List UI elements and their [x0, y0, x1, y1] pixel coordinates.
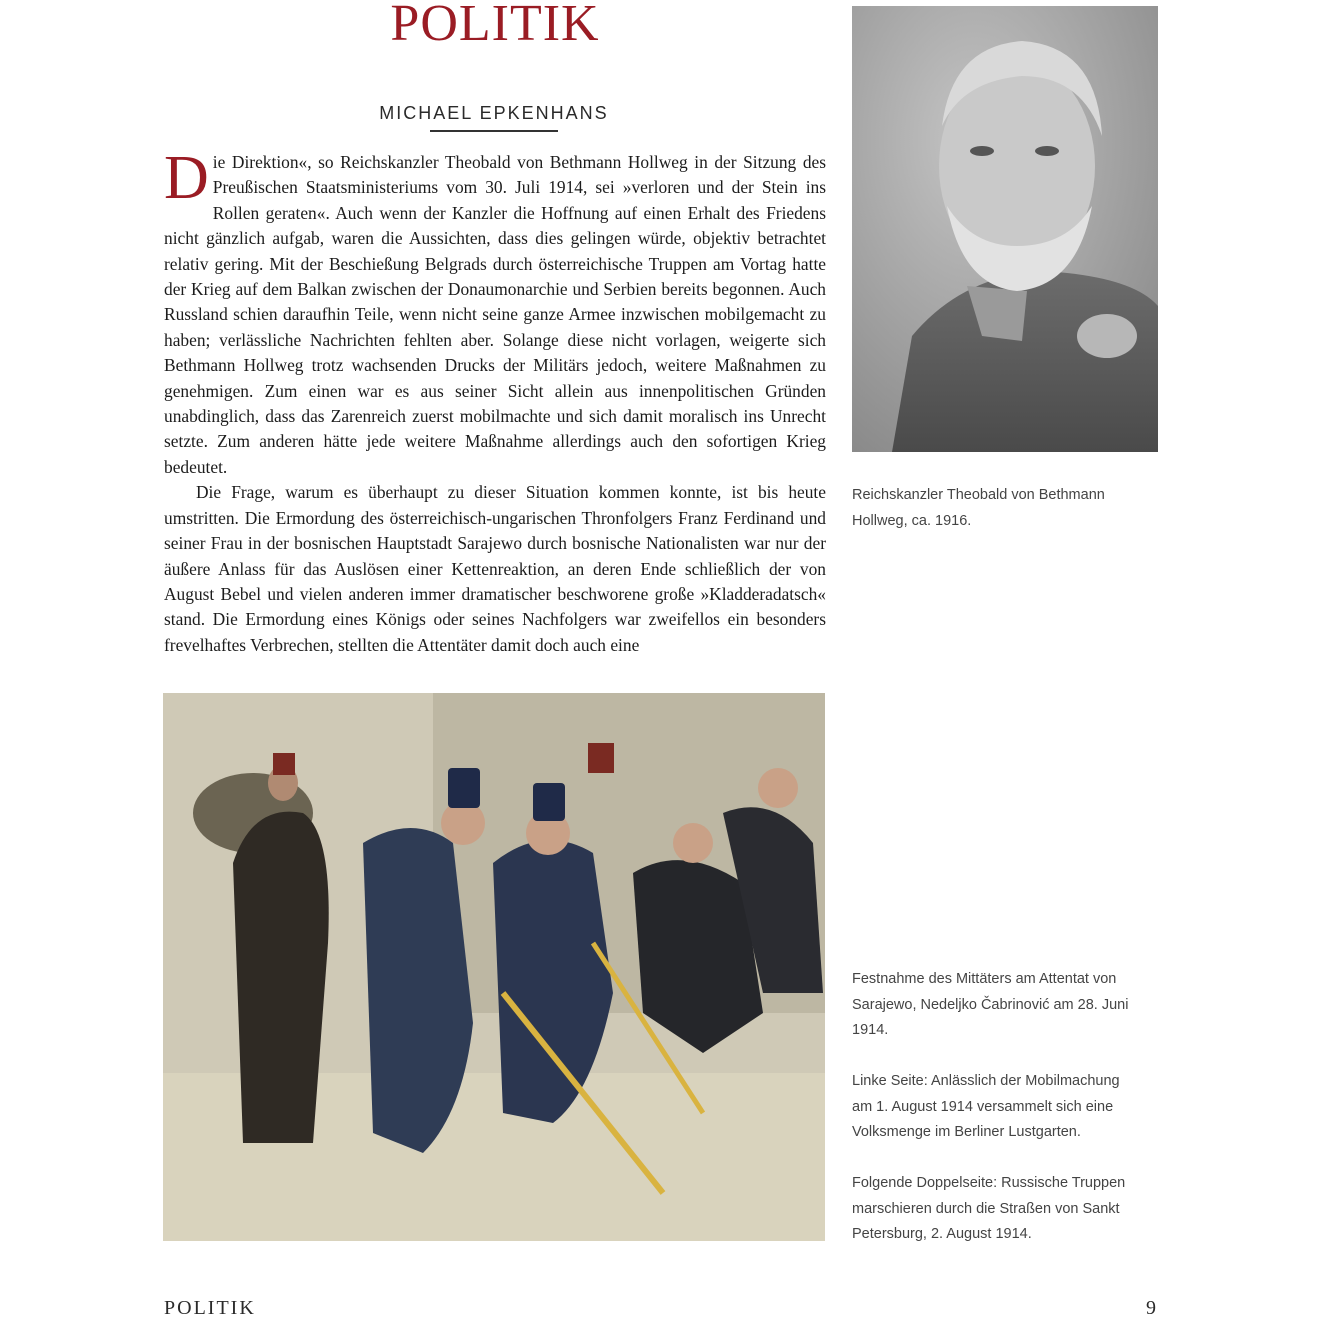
portrait-caption: Reichskanzler Theobald von Bethmann Hollweg, ca. 1916. — [852, 487, 1105, 529]
drop-cap: D — [164, 144, 209, 212]
arrest-photo — [163, 693, 825, 1241]
portrait-photo — [852, 6, 1158, 452]
photo-caption: Festnahme des Mittäters am Attentat von Sarajewo, Nedeljko Čabrinović am 28. Juni 1914. — [852, 971, 1129, 1038]
left-page-caption: Linke Seite: Anlässlich der Mobilmachung am 1. August 1914 versammelt sich eine Volksmenge im Berliner Lustgarten. — [852, 1073, 1120, 1140]
author-name: MICHAEL EPKENHANS — [379, 103, 609, 123]
paragraph-1 — [164, 144, 826, 480]
page-number: 9 — [1146, 1297, 1156, 1319]
author-underline — [430, 130, 558, 132]
article-body — [164, 144, 826, 658]
section-title: POLITIK — [390, 0, 600, 52]
paragraph-2: Die Frage, warum es überhaupt zu dieser Situation kommen konnte, ist bis heute umstritten. Die Ermordung des österreichisch-ungarischen Thronfolgers Franz Ferdinand und seiner Frau in der bosnischen Hauptstadt Sarajewo durch bosnische Nationalisten war nur der äußere Anlass für das Auslösen einer Kettenreaktion, an deren Ende schließlich der von August Bebel und vielen anderen immer dramatischer beschworene große »Kladderadatsch« stand. Die Ermordung eines Königs oder seines Nachfolgers war zweifellos ein besonders frevelhaftes Verbrechen, stellten die Attentäter damit doch auch eine — [164, 482, 826, 655]
paragraph-1-text: ie Direktion«, so Reichskanzler Theobald von Bethmann Hollweg in der Sitzung des Preußischen Staatsministeriums vom 30. Juli 1914, sei »verloren und der Stein ins Rollen geraten«. Auch wenn der Kanzler die Hoffnung auf einen Erhalt des Friedens nicht gänzlich aufgab, waren die Aussichten, dass dies gelingen würde, objektiv betrachtet relativ gering. Mit der Beschießung Belgrads durch österreichische Truppen am Vortag hatte der Krieg auf dem Balkan zwischen der Donaumonarchie und Serbien bereits begonnen. Auch Russland schien daraufhin Teile, wenn nicht seine ganze Armee inzwischen mobilgemacht zu haben; verlässliche Nachrichten fehlten aber. Solange diese nicht vorlagen, weigerte sich Bethmann Hollweg trotz wachsenden Drucks der Militärs jedoch, weitere Maßnahmen zu genehmigen. Zum einen war es aus seiner Sicht allein aus innenpolitischen Gründen unabdinglich, dass das Zarenreich zuerst mobilmachte und sich damit moralisch ins Unrecht setzte. Zum anderen hätte jede weitere Maßnahme allerdings auch den sofortigen Krieg bedeutet. — [164, 152, 826, 477]
footer-section-title: POLITIK — [164, 1297, 256, 1319]
next-spread-caption: Folgende Doppelseite: Russische Truppen marschieren durch die Straßen von Sankt Petersburg, 2. August 1914. — [852, 1175, 1126, 1242]
